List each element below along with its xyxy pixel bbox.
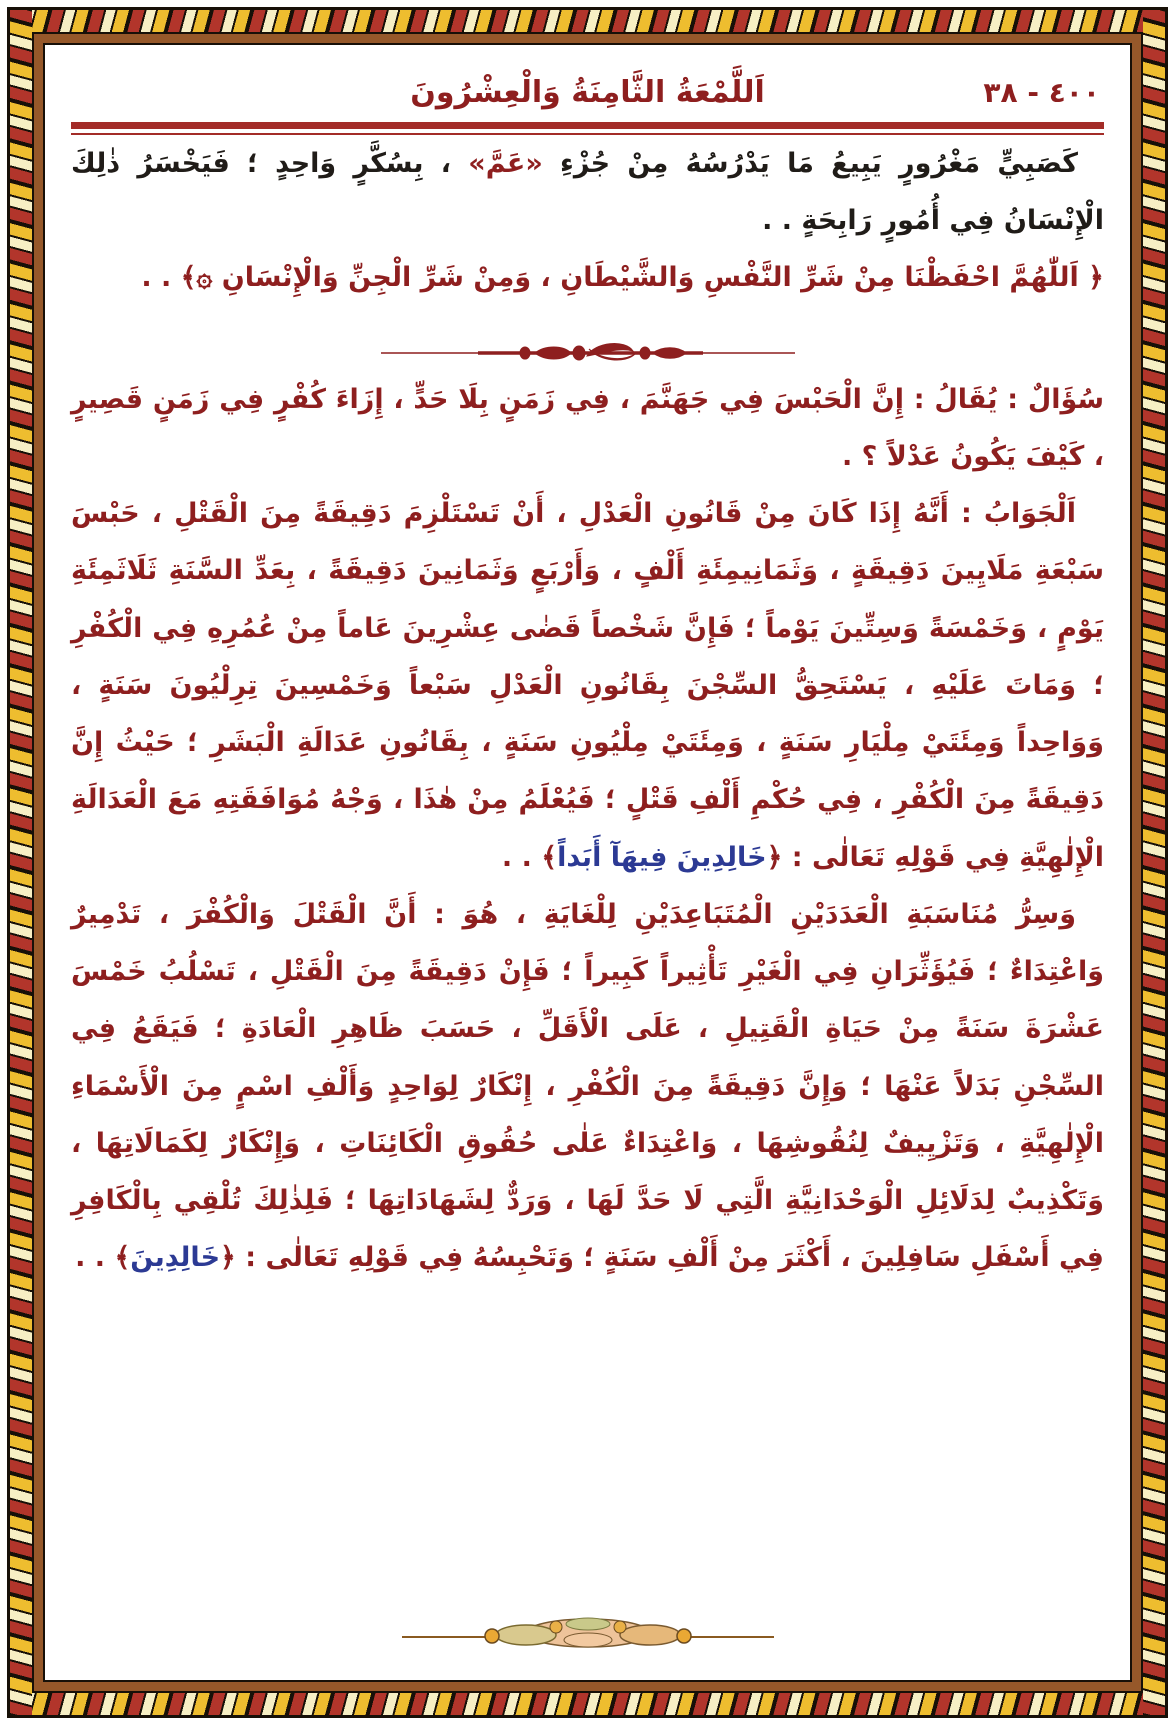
floral-tailpiece-icon	[398, 1610, 778, 1660]
bottom-ornament	[398, 1610, 778, 1664]
intro-text-post: ، بِسُكَّرٍ وَاحِدٍ ؛ فَيَخْسَرُ ذٰلِكَ الْإِنْسَانُ فِي أُمُورٍ رَابِحَةٍ . .	[71, 148, 1104, 237]
quran-bracket-close2-icon: ﴾	[114, 1242, 131, 1274]
page-number: ٤٠٠ - ٣٨	[983, 76, 1100, 109]
quran-quote-khalidin-abada: خَالِدِينَ فِيهَآ أَبَداً	[557, 841, 767, 873]
border-chain-top	[10, 10, 1165, 32]
page-header	[75, 75, 1100, 110]
quran-bracket-open-icon: ﴿	[766, 841, 783, 873]
intro-quoted-word: «عَمَّ»	[468, 148, 543, 179]
prayer-line	[71, 249, 1104, 306]
rosette-icon: ۞	[196, 262, 213, 294]
quran-bracket-close-icon: ﴾	[541, 841, 558, 873]
intro-paragraph	[71, 135, 1104, 249]
question-text: يُقَالُ : إِنَّ الْحَبْسَ فِي جَهَنَّمَ ، فِي زَمَنٍ بِلَا حَدٍّ ، إِزَاءَ كُفْرٍ فِي زَمَنٍ قَصِيرٍ ، كَيْفَ يَكُونُ عَدْلاً ؟ .	[71, 383, 1104, 472]
question-paragraph	[71, 371, 1104, 485]
section-divider	[373, 337, 803, 371]
ornate-bracket-close-icon: ﴾	[180, 262, 197, 294]
secret-paragraph	[71, 886, 1104, 1287]
answer-text: أَنَّهُ إِذَا كَانَ مِنْ قَانُونِ الْعَدْلِ ، أَنْ تَسْتَلْزِمَ دَقِيقَةً مِنَ الْقَتْلِ ، حَبْسَ سَبْعَةِ مَلَايِينَ دَقِيقَةٍ ، وَثَمَانِيمِئَةِ أَلْفٍ ، وَأَرْبَعٍ وَثَمَانِينَ دَقِيقَةً ، بِعَدِّ السَّنَةِ ثَلَاثَمِئَةِ يَوْمٍ ، وَخَمْسَةً وَسِتِّينَ يَوْماً ؛ فَإِنَّ شَخْصاً قَضٰى عِشْرِينَ عَاماً مِنْ عُمُرِهِ فِي الْكُفْرِ ؛ وَمَاتَ عَلَيْهِ ، يَسْتَحِقُّ السِّجْنَ بِقَانُونِ الْعَدْلِ سَبْعاً وَخَمْسِينَ تِرِلْيُونَ سَنَةٍ ، وَوَاحِداً وَمِئَتَيْ مِلْيَارِ سَنَةٍ ، وَمِئَتَيْ مِلْيُونِ سَنَةٍ ، بِقَانُونِ عَدَالَةِ الْبَشَرِ ؛ حَيْثُ إِنَّ دَقِيقَةً مِنَ الْكُفْرِ ، فِي حُكْمِ أَلْفِ قَتْلٍ ؛ فَيُعْلَمُ مِنْ هٰذَا ، وَجْهُ مُوَافَقَتِهِ مَعَ الْعَدَالَةِ الْإِلٰهِيَّةِ فِي قَوْلِهِ تَعَالٰى :	[71, 498, 1104, 873]
border-chain-left	[10, 10, 32, 1715]
page-content	[45, 45, 1130, 1680]
secret-text: وَسِرُّ مُنَاسَبَةِ الْعَدَدَيْنِ الْمُتَبَاعِدَيْنِ لِلْغَايَةِ ، هُوَ : أَنَّ الْقَتْلَ وَالْكُفْرَ ، تَدْمِيرٌ وَاعْتِدَاءٌ ؛ فَيُؤَثِّرَانِ فِي الْغَيْرِ تَأْثِيراً كَبِيراً ؛ فَإِنْ دَقِيقَةً مِنَ الْقَتْلِ ، تَسْلُبُ خَمْسَ عَشْرَةَ سَنَةً مِنْ حَيَاةِ الْقَتِيلِ ، عَلَى الْأَقَلِّ ، حَسَبَ ظَاهِرِ الْعَادَةِ ؛ فَيَقَعُ فِي السِّجْنِ بَدَلاً عَنْهَا ؛ وَإِنَّ دَقِيقَةً مِنَ الْكُفْرِ ، إِنْكَارٌ لِوَاحِدٍ وَأَلْفِ اسْمٍ مِنَ الْأَسْمَاءِ الْإِلٰهِيَّةِ ، وَتَزْيِيفٌ لِنُقُوشِهَا ، وَاعْتِدَاءٌ عَلٰى حُقُوقِ الْكَائِنَاتِ ، وَإِنْكَارٌ لِكَمَالَاتِهَا ، وَتَكْذِيبٌ لِدَلَائِلِ الْوَحْدَانِيَّةِ الَّتِي لَا حَدَّ لَهَا ، وَرَدٌّ لِشَهَادَاتِهَا ؛ فَلِذٰلِكَ تُلْقِي بِالْكَافِرِ فِي أَسْفَلِ سَافِلِينَ ، أَكْثَرَ مِنْ أَلْفِ سَنَةٍ ؛ وَتَحْبِسُهُ فِي قَوْلِهِ تَعَالٰى :	[71, 898, 1104, 1274]
ornate-bracket-open-icon: ﴿	[1088, 262, 1104, 294]
answer-label: اَلْجَوَابُ :	[960, 498, 1076, 530]
border-chain-right	[1143, 10, 1165, 1715]
page-title: اَللَّمْعَةُ الثَّامِنَةُ وَالْعِشْرُونَ	[410, 75, 765, 110]
answer-trailing-dots: . .	[501, 841, 542, 873]
quran-bracket-open2-icon: ﴿	[220, 1242, 236, 1274]
border-chain-bottom	[10, 1693, 1165, 1715]
header-rule-thick	[71, 122, 1104, 129]
prayer-trailing-dots: . .	[141, 262, 181, 294]
intro-text-pre: كَصَبِيٍّ مَغْرُورٍ يَبِيعُ مَا يَدْرُسُهُ مِنْ جُزْءِ	[542, 148, 1078, 179]
divider-flourish-icon	[373, 337, 803, 367]
answer-paragraph	[71, 485, 1104, 886]
secret-trailing-dots: . .	[75, 1242, 115, 1274]
prayer-text: اَللّٰهُمَّ احْفَظْنَا مِنْ شَرِّ النَّفْسِ وَالشَّيْطَانِ ، وَمِنْ شَرِّ الْجِنِّ وَالْإِنْسَانِ	[212, 262, 1089, 294]
quran-quote-khalidin: خَالِدِينَ	[130, 1242, 221, 1274]
question-label: سُؤَالٌ :	[1007, 383, 1105, 415]
